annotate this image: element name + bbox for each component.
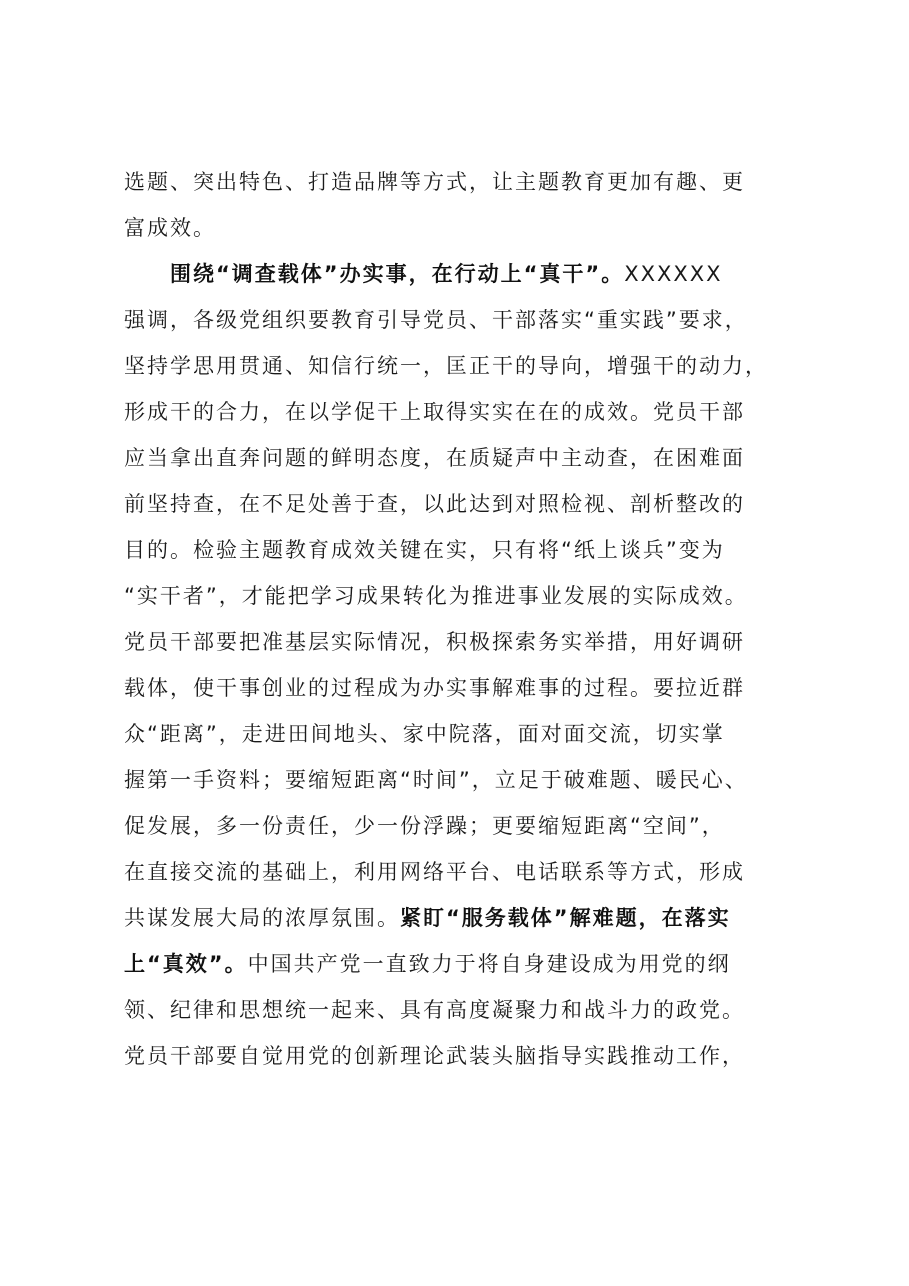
text-line bbox=[124, 987, 804, 1033]
body-text: 坚持学思用贯通、知信行统一，匡正干的导向，增强干的动力， bbox=[124, 354, 768, 378]
body-text: 党员干部要自觉用党的创新理论武装头脑指导实践推动工作， bbox=[124, 1044, 745, 1068]
bold-heading-text: 上“真效”。 bbox=[124, 952, 248, 976]
text-line bbox=[124, 159, 804, 205]
text-line bbox=[124, 343, 804, 389]
body-text: 载体，使干事创业的过程成为办实事解难事的过程。要拉近群 bbox=[124, 676, 745, 700]
body-text: 共谋发展大局的浓厚氛围。 bbox=[124, 906, 400, 930]
body-text: 前坚持查，在不足处善于查，以此达到对照检视、剖析整改的 bbox=[124, 492, 745, 516]
text-line bbox=[124, 711, 804, 757]
body-text: 中国共产党一直致力于将自身建设成为用党的纲 bbox=[247, 952, 731, 976]
text-line bbox=[124, 803, 804, 849]
body-text: 促发展，多一份责任，少一份浮躁；更要缩短距离“空间”， bbox=[124, 814, 725, 838]
body-text: 在直接交流的基础上，利用网络平台、电话联系等方式，形成 bbox=[124, 860, 745, 884]
body-text: 富成效。 bbox=[124, 216, 216, 240]
body-text: 选题、突出特色、打造品牌等方式，让主题教育更加有趣、更 bbox=[124, 170, 745, 194]
body-text: 众“距离”，走进田间地头、家中院落，面对面交流，切实掌 bbox=[124, 722, 725, 746]
body-text: 形成干的合力，在以学促干上取得实实在在的成效。党员干部 bbox=[124, 400, 745, 424]
text-line bbox=[124, 435, 804, 481]
text-line bbox=[124, 389, 804, 435]
bold-heading-text: 紧盯“服务载体”解难题，在落实 bbox=[400, 906, 731, 930]
text-line bbox=[124, 619, 804, 665]
bold-heading-text: 围绕“调查载体”办实事，在行动上“真干”。 bbox=[170, 262, 625, 286]
text-line bbox=[124, 1033, 804, 1079]
text-line bbox=[124, 895, 804, 941]
body-text: 目的。检验主题教育成效关键在实，只有将“纸上谈兵”变为 bbox=[124, 538, 725, 562]
text-line bbox=[124, 573, 804, 619]
text-line bbox=[124, 665, 804, 711]
body-text: 握第一手资料；要缩短距离“时间”，立足于破难题、暖民心、 bbox=[124, 768, 748, 792]
body-text: 强调，各级党组织要教育引导党员、干部落实“重实践”要求， bbox=[124, 308, 748, 332]
body-text: 领、纪律和思想统一起来、具有高度凝聚力和战斗力的政党。 bbox=[124, 998, 745, 1022]
text-line bbox=[124, 251, 804, 297]
body-text: 党员干部要把准基层实际情况，积极探索务实举措，用好调研 bbox=[124, 630, 745, 654]
body-text: 应当拿出直奔问题的鲜明态度，在质疑声中主动查，在困难面 bbox=[124, 446, 745, 470]
text-line bbox=[124, 527, 804, 573]
text-line bbox=[124, 205, 804, 251]
text-line bbox=[124, 941, 804, 987]
document-body bbox=[124, 159, 804, 1079]
body-text: “实干者”，才能把学习成果转化为推进事业发展的实际成效。 bbox=[124, 584, 748, 608]
body-text: XXXXXX bbox=[624, 262, 723, 286]
text-line bbox=[124, 297, 804, 343]
text-line bbox=[124, 849, 804, 895]
text-line bbox=[124, 757, 804, 803]
text-line bbox=[124, 481, 804, 527]
